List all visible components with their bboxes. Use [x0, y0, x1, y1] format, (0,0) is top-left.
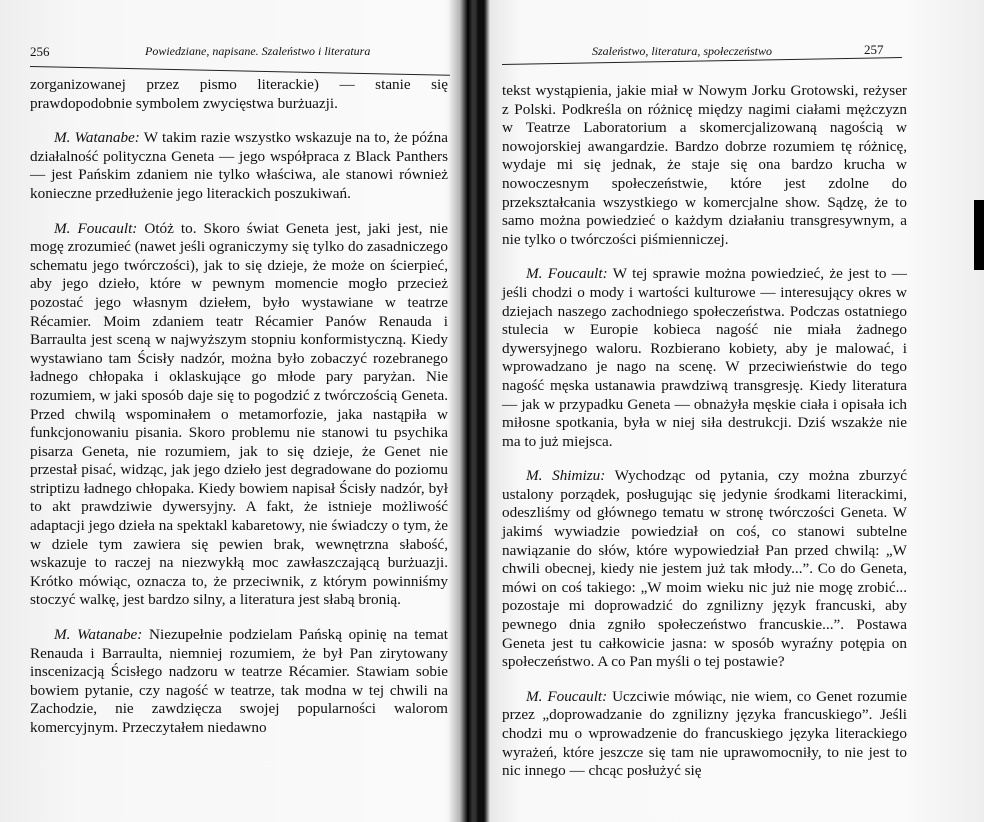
paragraph-text: zorganizowanej przez pismo literackie) — stanie się prawdopodobnie symbolem zwycięstwa burżuazji.: [30, 76, 448, 112]
right-running-head: Szaleństwo, literatura, społeczeństwo: [592, 44, 772, 58]
paragraph-text: W takim razie wszystko wskazuje na to, że późna działalność polityczna Geneta — jego współpraca z Black Panthers — jest Pańskim zdaniem nie tylko właściwa, ale stanowi również konieczne przedłużenie jego literackich poszukiwań.: [30, 129, 448, 202]
left-body-text: [30, 76, 448, 754]
left-running-head: Powiedziane, napisane. Szaleństwo i literatura: [145, 44, 371, 58]
paragraph-text: Otóż to. Skoro świat Geneta jest, jaki jest, nie mogę zrozumieć (nawet jeśli ograniczymy się tylko do zasadniczego schematu jego twórczości), jak to się dzieje, że może on ścierpieć, aby jego dzieło, które w pewnym momencie mogło przecież pozostać jego własnym dziełem, było wystawiane w teatrze Récamier. Moim zdaniem teatr Récamier Panów Renauda i Barraulta jest sceną w najwyższym stopniu konformistyczną. Kiedy wystawiano tam Ścisły nadzór, można było zobaczyć rozebranego ładnego chłopaka i oklaskujące go młode pary paryżan. Nie rozumiem, w jaki sposób daje się to pogodzić z twórczością Geneta. Przed chwilą wspominałem o metamorfozie, jaka nastąpiła w funkcjonowaniu pisania. Skoro problemu nie stanowi tu psychika pisarza Geneta, nie rozumiem, jak to się dzieje, że Genet nie przestał pisać, widząc, jak jego dzieło jest degradowane do poziomu striptizu ładnego chłopaka. Kiedy bowiem napisał Ścisły nadzór, był to akt prawdziwie dywersyjny. A fakt, że istnieje możliwość adaptacji jego dzieła na spektakl kabaretowy, nie świadczy o tym, że w dziele tym zawiera się pewien brak, wewnętrzna słabość, wskazuje to raczej na niezwykłą moc zawłaszczającą burżuazji. Krótko mówiąc, oznacza to, że przeciwnik, z którym powinniśmy stoczyć walkę, jest bardzo silny, a literatura jest słabą bronią.: [30, 219, 448, 609]
paragraph-text: Niezupełnie podzielam Pańską opinię na temat Renauda i Barraulta, niemniej rozumiem, że był Pan zirytowany inscenizacją Ścisłego nadzoru w teatrze Récamier. Stawiam sobie bowiem pytanie, czy nagość w teatrze, tak modna w tej chwili na Zachodzie, nie zawdzięcza swojej popularności walorom komercyjnym. Przeczytałem niedawno: [30, 626, 448, 736]
page-edge-mark: [974, 200, 984, 270]
left-header-rule: [30, 66, 450, 76]
right-paragraph-2: [502, 265, 907, 451]
right-body-text: [502, 82, 907, 797]
book-gutter: [448, 0, 488, 822]
speaker-name: M. Watanabe:: [54, 129, 140, 147]
left-paragraph-3: [30, 220, 448, 610]
speaker-name: M. Foucault:: [526, 687, 608, 705]
left-paragraph-1: [30, 76, 448, 113]
paragraph-text: W tej sprawie można powiedzieć, że jest to — jeśli chodzi o mody i wartości kulturowe — interesujący okres w dziejach naszego zachodniego społeczeństwa. Podczas ostatniego stulecia w Europie kobieca nagość nie miała żadnego dywersyjnego waloru. Rozbierano kobiety, aby je malować, i wprowadzano je nago na scenę. W przeciwieństwie do tego nagość męska ustanawia prawdziwą transgresję. Kiedy literatura — jak w przypadku Geneta — obnażyła męskie ciała i opisała ich miłosne spotkania, była w niej siła destrukcji. Dziś wszakże nie ma to już miejsca.: [502, 265, 907, 450]
right-paragraph-3: [502, 467, 907, 672]
left-paragraph-2: [30, 129, 448, 203]
left-page: [0, 0, 470, 822]
speaker-name: M. Shimizu:: [526, 467, 606, 485]
right-page: [492, 0, 962, 822]
left-page-number: 256: [30, 44, 50, 59]
left-paragraph-4: [30, 626, 448, 738]
right-paragraph-4: [502, 688, 907, 781]
speaker-name: M. Foucault:: [526, 265, 608, 283]
right-paragraph-1: [502, 82, 907, 249]
paragraph-text: Wychodząc od pytania, czy można zburzyć ustalony porządek, posługując się jedynie środkami literackimi, odeszliśmy od głównego tematu w stronę twórczości Geneta. W jakimś wywiadzie powiedział on coś, co stanowi subtelne nawiązanie do słów, które wypowiedział Pan przed chwilą: „W chwili obecnej, kiedy nie jestem już tak młody...”. Co do Geneta, mówi on coś takiego: „W moim wieku nic już nie mogę zrobić... pozostaje mi doprowadzić do zgnilizny język francuski, aby pewnego dnia zgniło społeczeństwo francuskie...”. Postawa Geneta jest tu całkowicie jasna: w sposób wyraźny potępia on społeczeństwo. A co Pan myśli o tej postawie?: [502, 467, 907, 671]
right-page-number: 257: [864, 42, 884, 57]
paragraph-text: Uczciwie mówiąc, nie wiem, co Genet rozumie przez „doprowadzanie do zgnilizny języka francuskiego”. Jeśli chodzi mu o wprowadzenie do francuskiego języka literackiego wyrażeń, które jeszcze się tam nie uprawomocniły, to nie jest to nic innego — chcąc posłużyć się: [502, 687, 907, 780]
speaker-name: M. Watanabe:: [54, 626, 143, 644]
speaker-name: M. Foucault:: [54, 219, 138, 237]
paragraph-text: tekst wystąpienia, jakie miał w Nowym Jorku Grotowski, reżyser z Polski. Podkreśla on różnicę między nagimi ciałami mężczyzn w Teatrze Laboratorium a skomercjalizowaną nagością w nowojorskiej awangardzie. Bardzo dobrze rozumiem tę różnicę, wydaje mi się jednak, że staje się ona bardzo krucha w nowoczesnym społeczeństwie, które jest zdolne do przekształcania wszystkiego w komercjalne show. Sądzę, że to samo można powiedzieć o każdym działaniu transgresywnym, a nie tylko o twórczości piśmienniczej.: [502, 82, 907, 248]
